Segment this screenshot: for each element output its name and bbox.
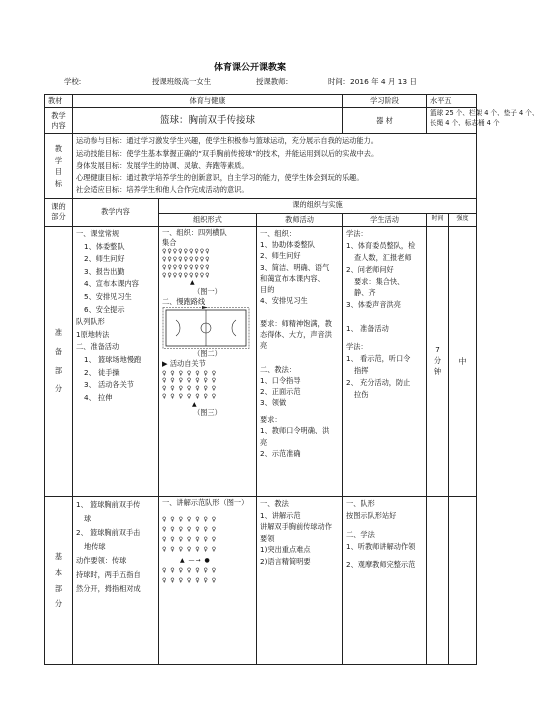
prep-form <box>159 227 257 497</box>
prep-part-char: 准 <box>54 328 63 338</box>
time-label: 时间: <box>328 77 346 86</box>
teacher-item: 一、组织： <box>260 229 296 239</box>
basic-content-item: 地传球 <box>84 542 106 552</box>
prep-student-activity <box>343 227 427 497</box>
teacher-item: 目的 <box>260 284 275 294</box>
prep-part-char: 分 <box>54 384 63 394</box>
prep-teacher-activity <box>257 227 343 497</box>
form-1-caption: （图一） <box>193 287 222 297</box>
basic-student-item: 按图示队形站好 <box>346 511 397 521</box>
formation-four-rows <box>162 248 253 287</box>
basic-teacher-item: 讲解双手胸前传球动作 <box>260 522 332 532</box>
part-header-1: 课的 <box>51 201 66 211</box>
teacher-item: 1、口令指导 <box>260 375 301 385</box>
basic-teacher-item: 要领 <box>260 533 275 543</box>
basic-part-char: 分 <box>54 599 63 609</box>
student-item: 学法： <box>346 342 368 352</box>
teacher-item: 1、教师口令明确、洪 <box>260 426 330 436</box>
prep-time <box>427 227 449 497</box>
basic-teacher-activity <box>257 497 343 665</box>
form-2-caption: （图二） <box>193 349 222 359</box>
basic-content-item: 持球时，两手五指自 <box>76 570 141 580</box>
form-header: 组织形式 <box>159 213 257 226</box>
prep-content-item: 1原地转法 <box>76 329 110 339</box>
teacher-label: 授课教师: <box>256 77 289 86</box>
intensity-header: 强度 <box>449 213 477 226</box>
basic-student-item: 2、观摩教师完整示范 <box>346 559 416 569</box>
prep-content-item: 队列队形 <box>76 317 105 327</box>
basic-teacher-item: 1、讲解示范 <box>260 510 301 520</box>
basic-content-item: 2、 篮球胸前双手击 <box>76 528 141 538</box>
prep-content-item: 2、 徒手操 <box>84 367 120 377</box>
formation-row: ♀♀♀♀♀♀♀♀♀ <box>162 271 211 279</box>
equipment-label: 器 材 <box>343 108 427 134</box>
student-item: 查人数，汇报老师 <box>354 252 412 262</box>
goals-list <box>73 134 477 198</box>
teacher-item: 3、简洁、明确、语气 <box>260 262 330 272</box>
student-item: 学法： <box>346 229 368 239</box>
formation-demo <box>162 515 253 586</box>
goal-item: 身体发展目标：发展学生的协调、灵敏、奔跑等素质。 <box>76 160 249 170</box>
teacher-marker: ▲ <box>192 400 198 408</box>
prep-time-char: 钟 <box>433 366 442 376</box>
prep-content-item: 2、师生问好 <box>84 254 125 264</box>
material-value: 体育与健康 <box>73 95 343 108</box>
right-key <box>232 320 236 336</box>
material-label: 教材 <box>45 95 73 108</box>
basic-student-activity <box>343 497 427 665</box>
teacher-item: 1、协助体委整队 <box>260 240 315 250</box>
prep-content-item: 3、报告出勤 <box>84 266 125 276</box>
basic-part-label <box>45 497 73 665</box>
stage-value: 水平五 <box>427 95 477 108</box>
teacher-item: 4、安排见习生 <box>260 295 308 305</box>
formation-row: ♀ ♀ ♀ ♀ ♀ ♀ ♀ <box>162 377 218 385</box>
teacher-item: 要求： <box>260 415 282 425</box>
formation-row: ♀ ♀ ♀ ♀ ♀ ♀ ♀ <box>162 369 218 377</box>
formation-row: ♀ ♀ ♀ ♀ ♀ ♀ ♀ <box>162 515 218 523</box>
form-3-title: ▶ 活动自关节 <box>162 359 206 369</box>
basic-student-item: 一、队形 <box>346 499 375 509</box>
form-1-title: 一、组织：四列横队 <box>162 228 227 238</box>
teacher-activity-header: 教师活动 <box>257 213 343 226</box>
basic-time <box>427 497 449 665</box>
form-2-title: 二、慢跑路线 <box>162 297 206 307</box>
formation-row: ♀♀♀♀♀♀♀♀♀ <box>162 263 211 271</box>
basic-part-char: 本 <box>54 567 63 577</box>
content-header: 教学内容 <box>73 198 159 226</box>
basic-content <box>73 497 159 665</box>
teacher-item: 要求：师精神饱满，教 <box>260 319 332 329</box>
basic-content-item: 然分开，拇指相对成 <box>76 584 141 594</box>
basic-form-title: 一、讲解示范队形（图一） <box>162 498 249 508</box>
goal-item: 运动参与目标：通过学习激发学生兴趣，使学生积极参与篮球运动，充分展示自我的运动能力。 <box>76 136 378 146</box>
left-key <box>176 320 180 336</box>
formation-row: ♀♀♀♀♀♀♀♀♀ <box>162 248 211 256</box>
equipment-list <box>427 108 539 134</box>
court-jog-route-diagram <box>162 307 252 349</box>
basic-teacher-item: 1)突出重点难点 <box>260 545 311 555</box>
goals-label-char: 教 <box>54 143 63 153</box>
stage-label: 学习阶段 <box>343 95 427 108</box>
time-header: 时间 <box>427 213 449 226</box>
student-item: 1、 看示范，听口令 <box>346 353 411 363</box>
form-1-sub: 集合 <box>162 238 177 248</box>
part-header <box>45 198 73 226</box>
prep-content-item: 4、宣布本课内容 <box>84 279 139 289</box>
formation-row: ♀♀♀♀♀♀♀♀♀ <box>162 256 211 263</box>
doc-title: 体育课公开课教案 <box>213 63 286 73</box>
teacher-item: 2、示范准确 <box>260 448 301 458</box>
formation-row: ♀ ♀ ♀ ♀ ♀ ♀ ♀ <box>162 536 218 544</box>
student-activity-header: 学生活动 <box>343 213 427 226</box>
prep-time-char: 分 <box>433 356 442 366</box>
teacher-marker: ▲ <box>190 279 196 287</box>
formation-row: ♀ ♀ ♀ ♀ ♀ ♀ ♀ <box>162 546 218 554</box>
prep-intensity: 中 <box>449 227 477 497</box>
teacher-item: 和蔼宣布本课内容、 <box>260 273 325 283</box>
formation-row: ♀ ♀ ♀ ♀ ♀ ♀ ♀ <box>162 392 218 400</box>
prep-part-char: 部 <box>54 365 63 375</box>
student-item: 静、齐 <box>354 288 376 298</box>
formation-row: ♀ ♀ ♀ ♀ ♀ ♀ ♀ <box>162 385 218 393</box>
school-label: 学校: <box>64 77 82 86</box>
part-header-2: 部分 <box>51 212 66 222</box>
goal-item: 运动技能目标：使学生基本掌握正确的“双手胸前传接球”的技术，并能运用到以后的实战中去。 <box>76 148 379 158</box>
basic-student-item: 二、学法 <box>346 529 375 539</box>
formation-warmup <box>162 370 253 409</box>
teacher-item: 二、教法： <box>260 364 296 374</box>
prep-content-item: 3、 活动各关节 <box>84 380 134 390</box>
org-impl-header: 课的组织与实施 <box>159 198 477 213</box>
goals-label-char: 学 <box>54 155 63 165</box>
form-3-caption: （图三） <box>193 408 222 418</box>
student-item: 3、体委声音洪亮 <box>346 300 401 310</box>
teacher-item: 态得体、大方，声音洪 <box>260 330 332 340</box>
student-item: 要求：集合快、 <box>354 276 405 286</box>
teacher-item: 3、领做 <box>260 398 287 408</box>
basic-content-item: 球 <box>84 514 92 524</box>
student-item: 1、 准备活动 <box>346 324 389 334</box>
lesson-plan-table <box>44 94 539 665</box>
date-value: 2016 年 4 月 13 日 <box>350 77 417 86</box>
goals-label <box>45 134 73 198</box>
student-item: 2、 充分活动，防止 <box>346 377 411 387</box>
teacher-item: 2、正面示范 <box>260 386 301 396</box>
teacher-item: 2、师生问好 <box>260 251 301 261</box>
goals-label-char: 标 <box>54 178 63 188</box>
basic-teacher-item: 一、教法 <box>260 499 289 509</box>
equipment-line: 长绳 4 个、标志桶 4 个 <box>430 118 500 127</box>
prep-content-item: 6、安全提示 <box>84 304 125 314</box>
student-item: 指挥 <box>354 365 369 375</box>
prep-content <box>73 227 159 497</box>
prep-content-item: 4、 拉伸 <box>84 392 113 402</box>
form-3-title-text: 活动自关节 <box>169 359 206 369</box>
content-label <box>45 108 73 134</box>
formation-row: ♀ ♀ ♀ ♀ ♀ ♀ ♀ <box>162 526 218 534</box>
prep-time-char: 7 <box>435 345 440 355</box>
basic-content-item: 动作要领：传球 <box>76 556 127 566</box>
prep-content-item: 二、准备活动 <box>76 342 120 352</box>
basic-intensity <box>449 497 477 665</box>
basic-form <box>159 497 257 665</box>
content-label-1: 教学 <box>51 110 66 120</box>
class-label: 授课班级高一女生 <box>152 77 212 86</box>
formation-row: ♀ ♀ ♀ ♀ ♀ ♀ ♀ <box>162 566 218 574</box>
content-label-2: 内容 <box>51 120 66 130</box>
formation-row: ♀ ♀ ♀ ♀ ♀ ♀ ♀ <box>162 576 218 584</box>
prep-part-label <box>45 227 73 497</box>
goal-item: 心理健康目标：通过教学培养学生的创新意识，自主学习的能力，使学生体会到玩的乐趣。 <box>76 173 364 183</box>
student-item: 拉伤 <box>354 389 369 399</box>
goals-label-char: 目 <box>54 167 63 177</box>
teacher-item: 亮 <box>260 437 268 447</box>
student-item: 1、体育委员整队，检 <box>346 240 416 250</box>
prep-content-item: 一、课堂常规 <box>76 229 120 239</box>
prep-content-item: 1、 篮球场地慢跑 <box>84 354 142 364</box>
equipment-line: 篮球 25 个、栏架 4 个、垫子 4 个、 <box>430 109 539 118</box>
goal-item: 社会适应目标：培养学生和他人合作完成活动的意识。 <box>76 185 249 195</box>
prep-content-item: 5、安排见习生 <box>84 292 132 302</box>
basic-content-item: 1、 篮球胸前双手传 <box>76 500 141 510</box>
student-item: 2、问老师问好 <box>346 264 394 274</box>
basic-teacher-item: 2)语言精简明要 <box>260 556 311 566</box>
basic-student-item: 1、听教师讲解动作领 <box>346 541 416 551</box>
demo-pass-marker: ▲ —→ ● <box>180 556 211 564</box>
content-value: 篮球：胸前双手传接球 <box>73 108 343 134</box>
basic-part-char: 部 <box>54 583 63 593</box>
teacher-item: 亮 <box>260 341 268 351</box>
prep-part-char: 备 <box>54 346 63 356</box>
prep-content-item: 1、体委整队 <box>84 241 125 251</box>
basic-part-char: 基 <box>54 551 63 561</box>
